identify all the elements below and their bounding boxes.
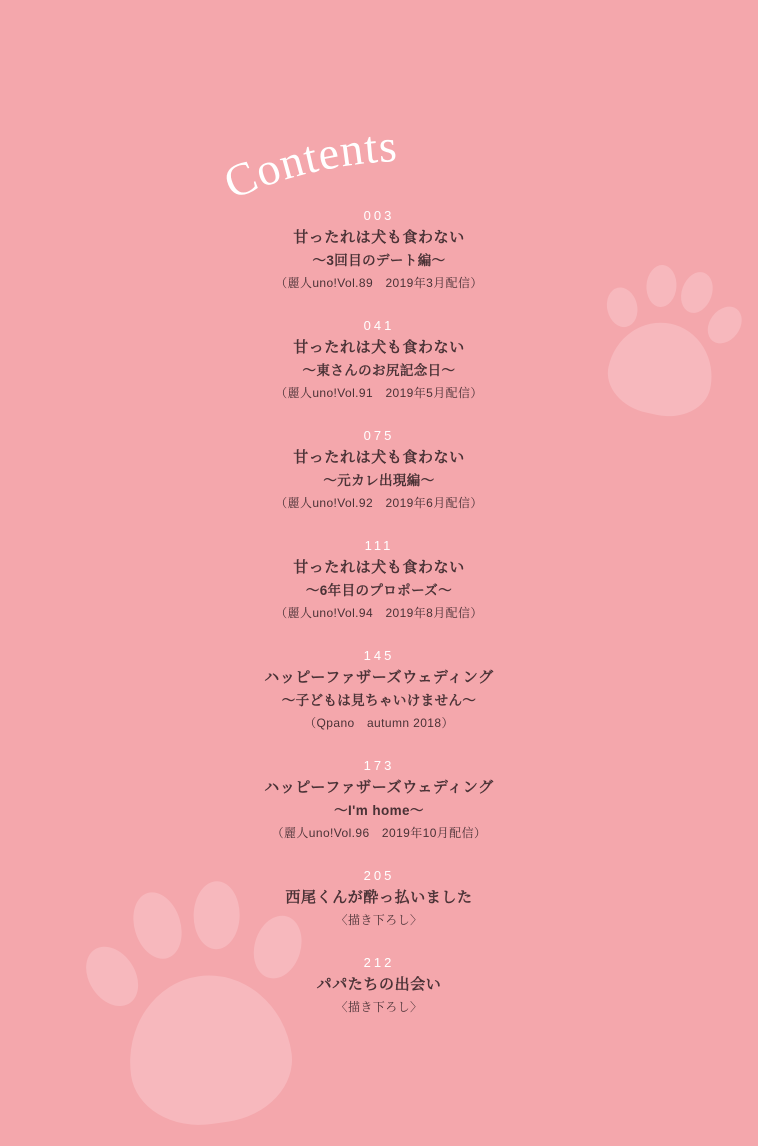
- toc-subtitle: 〜I'm home〜: [334, 803, 424, 818]
- toc-source-note: 〈描き下ろし〉: [335, 1000, 423, 1014]
- toc-source-note: （麗人uno!Vol.92 2019年6月配信）: [275, 496, 483, 510]
- toc-title: 西尾くんが酔っ払いました: [285, 889, 473, 906]
- page-title-text: Contents: [216, 119, 399, 209]
- toc-subtitle: 〜3回目のデート編〜: [312, 253, 446, 268]
- toc-page-number: 003: [363, 208, 395, 223]
- toc-page-number: 205: [363, 868, 395, 883]
- toc-title: 甘ったれは犬も食わない: [293, 229, 465, 246]
- list-item[interactable]: [0, 953, 758, 1018]
- list-item[interactable]: [0, 206, 758, 294]
- toc-source-note: （麗人uno!Vol.91 2019年5月配信）: [275, 386, 483, 400]
- list-item[interactable]: [0, 536, 758, 624]
- toc-title: パパたちの出会い: [316, 976, 442, 993]
- toc-source-note: （麗人uno!Vol.94 2019年8月配信）: [275, 606, 483, 620]
- list-item[interactable]: [0, 316, 758, 404]
- toc-page-number: 111: [364, 538, 394, 553]
- list-item[interactable]: [0, 866, 758, 931]
- toc-page-number: 212: [363, 955, 395, 970]
- toc-subtitle: 〜元カレ出現編〜: [323, 473, 435, 488]
- toc-page-number: 145: [363, 648, 395, 663]
- toc-subtitle: 〜子どもは見ちゃいけません〜: [281, 693, 477, 708]
- toc-title: ハッピーファザーズウェディング: [264, 669, 494, 686]
- toc-page-number: 075: [363, 428, 395, 443]
- toc-source-note: （麗人uno!Vol.96 2019年10月配信）: [271, 826, 487, 840]
- toc-title: 甘ったれは犬も食わない: [293, 449, 465, 466]
- list-item[interactable]: [0, 756, 758, 844]
- toc-subtitle: 〜東さんのお尻記念日〜: [302, 363, 456, 378]
- toc-page-number: 173: [363, 758, 395, 773]
- list-item[interactable]: [0, 646, 758, 734]
- toc-title: 甘ったれは犬も食わない: [293, 559, 465, 576]
- toc-source-note: 〈描き下ろし〉: [335, 913, 423, 927]
- toc-title: 甘ったれは犬も食わない: [293, 339, 465, 356]
- toc-source-note: （Qpano autumn 2018）: [304, 716, 454, 730]
- toc-subtitle: 〜6年目のプロポーズ〜: [305, 583, 453, 598]
- toc-source-note: （麗人uno!Vol.89 2019年3月配信）: [275, 276, 483, 290]
- toc-title: ハッピーファザーズウェディング: [264, 779, 494, 796]
- list-item[interactable]: [0, 426, 758, 514]
- toc-page-number: 041: [363, 318, 395, 333]
- table-of-contents: [0, 206, 758, 1040]
